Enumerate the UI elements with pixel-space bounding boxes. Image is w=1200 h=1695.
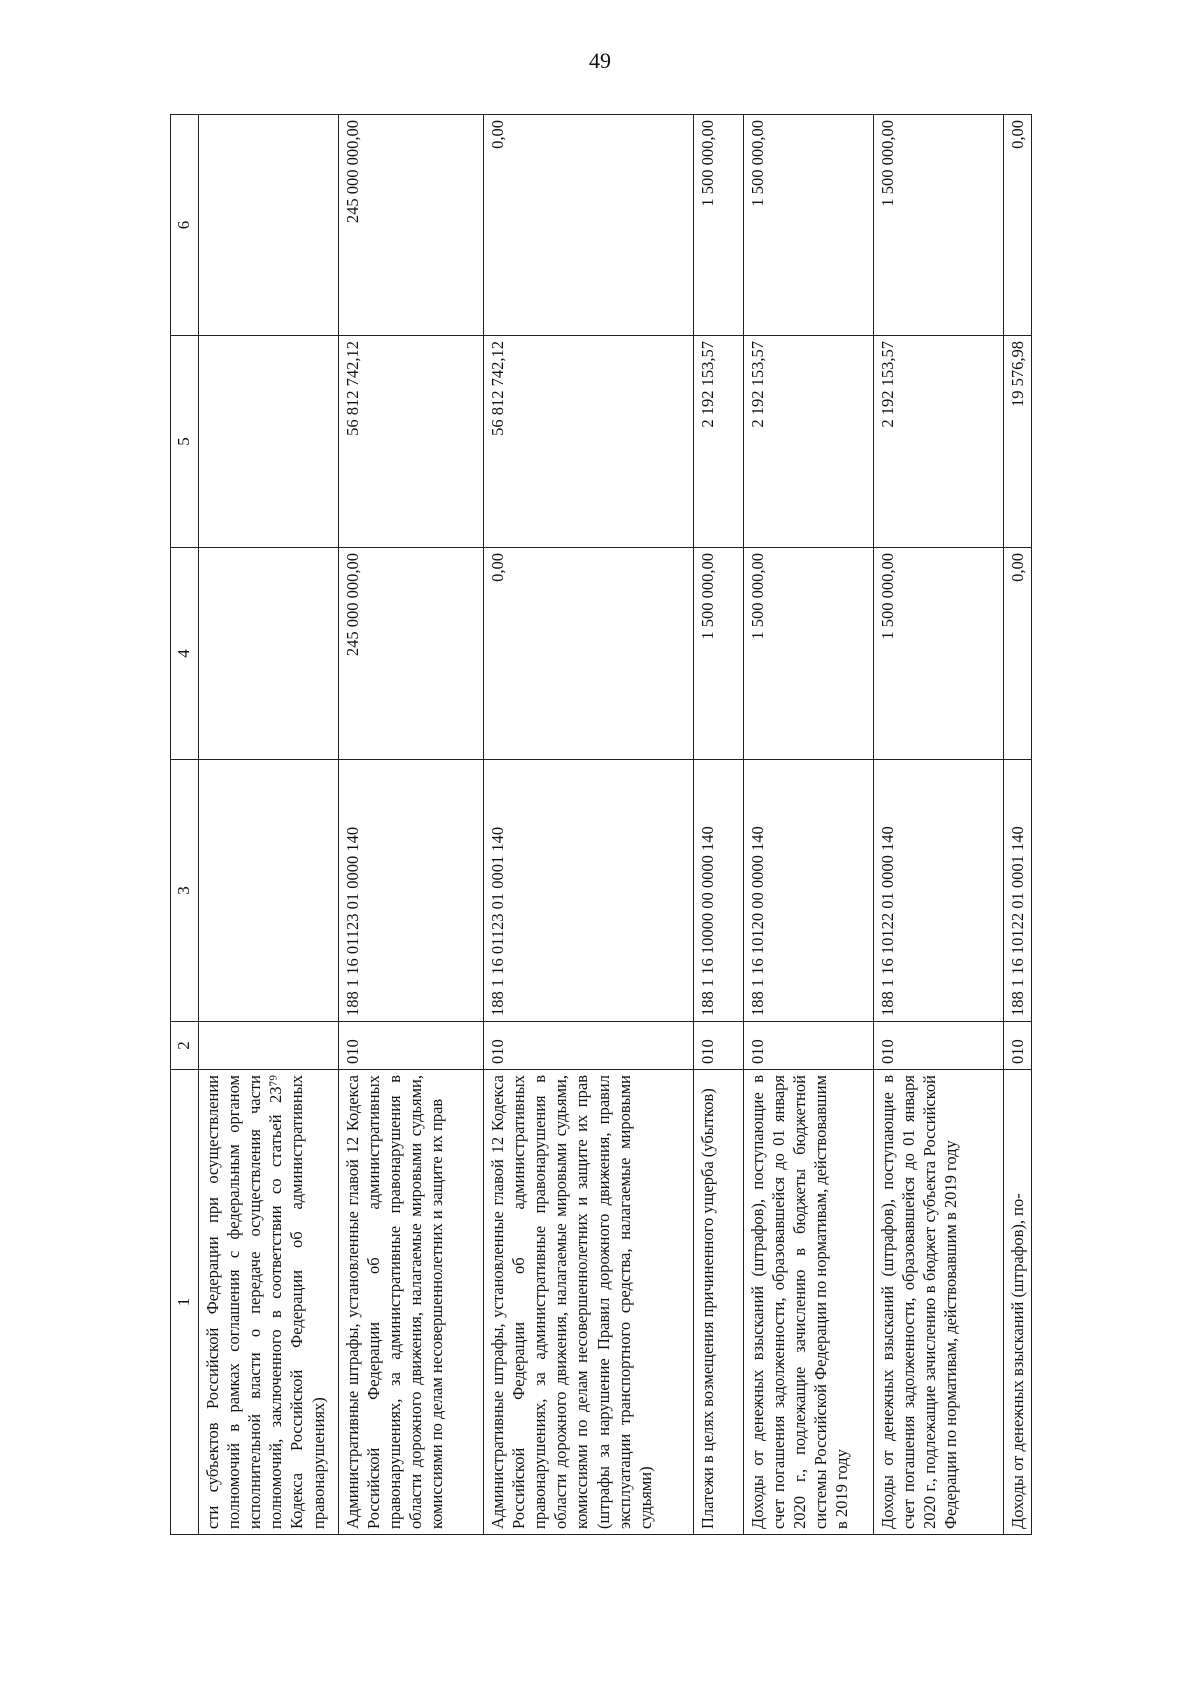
row-budget-code: 188 1 16 10000 00 0000 140	[694, 760, 744, 1022]
row-plan-value: 0,00	[1004, 548, 1032, 760]
row-budget-code: 188 1 16 10120 00 0000 140	[744, 760, 874, 1022]
row-forecast-value: 1 500 000,00	[744, 115, 874, 336]
table-row	[199, 115, 339, 1535]
row-actual-value: 56 812 742,12	[484, 336, 694, 548]
row-forecast-value: 0,00	[1004, 115, 1032, 336]
row-plan-value	[199, 548, 339, 760]
page-number: 49	[589, 48, 611, 73]
row-budget-code: 188 1 16 10122 01 0000 140	[874, 760, 1004, 1022]
row-actual-value: 56 812 742,12	[339, 336, 484, 548]
row-description: сти субъектов Российской Федерации при осуществлении полномочий в рамках соглашения с федеральным органом исполнительной власти о передаче осуществления части полномочий, заключенного в соответствии со статьей 23⁷⁹ Кодекса Российской Федерации об административных правонарушениях)	[199, 1070, 339, 1535]
budget-table	[170, 114, 1032, 1535]
row-plan-value: 0,00	[484, 548, 694, 760]
table-row	[484, 115, 694, 1535]
row-admin-code	[199, 1022, 339, 1070]
row-plan-value: 245 000 000,00	[339, 548, 484, 760]
row-budget-code	[199, 760, 339, 1022]
row-admin-code: 010	[339, 1022, 484, 1070]
row-admin-code: 010	[694, 1022, 744, 1070]
row-description: Платежи в целях возмещения причиненного ущерба (убытков)	[694, 1070, 744, 1535]
row-forecast-value: 1 500 000,00	[874, 115, 1004, 336]
row-forecast-value: 1 500 000,00	[694, 115, 744, 336]
rotated-table-container	[170, 115, 1075, 1535]
row-budget-code: 188 1 16 01123 01 0001 140	[484, 760, 694, 1022]
row-description: Административные штрафы, установленные главой 12 Кодекса Российской Федерации об административных правонарушениях, за административные правонарушения в области дорожного движения, налагаемые мировыми судьями, комиссиями по делам несовершеннолетних и защите их прав	[339, 1070, 484, 1535]
table-row	[1004, 115, 1032, 1535]
row-plan-value: 1 500 000,00	[694, 548, 744, 760]
row-plan-value: 1 500 000,00	[874, 548, 1004, 760]
row-admin-code: 010	[484, 1022, 694, 1070]
header-col-4: 4	[171, 548, 199, 760]
row-description: Доходы от денежных взысканий (штрафов), по-	[1004, 1070, 1032, 1535]
table-row	[874, 115, 1004, 1535]
table-row	[744, 115, 874, 1535]
row-admin-code: 010	[874, 1022, 1004, 1070]
row-description: Доходы от денежных взысканий (штрафов), поступающие в счет погашения задолженности, образовавшейся до 01 января 2020 г., подлежащие зачислению в бюджеты бюджетной системы Российской Федерации по нормативам, действовавшим в 2019 году	[744, 1070, 874, 1535]
row-forecast-value	[199, 115, 339, 336]
row-forecast-value: 0,00	[484, 115, 694, 336]
table-row	[339, 115, 484, 1535]
row-actual-value	[199, 336, 339, 548]
row-actual-value: 19 576,98	[1004, 336, 1032, 548]
row-admin-code: 010	[744, 1022, 874, 1070]
row-actual-value: 2 192 153,57	[744, 336, 874, 548]
row-actual-value: 2 192 153,57	[694, 336, 744, 548]
row-plan-value: 1 500 000,00	[744, 548, 874, 760]
row-forecast-value: 245 000 000,00	[339, 115, 484, 336]
row-admin-code: 010	[1004, 1022, 1032, 1070]
header-col-3: 3	[171, 760, 199, 1022]
header-col-1: 1	[171, 1070, 199, 1535]
row-budget-code: 188 1 16 01123 01 0000 140	[339, 760, 484, 1022]
header-row	[171, 115, 199, 1535]
header-col-2: 2	[171, 1022, 199, 1070]
header-col-6: 6	[171, 115, 199, 336]
row-budget-code: 188 1 16 10122 01 0001 140	[1004, 760, 1032, 1022]
header-col-5: 5	[171, 336, 199, 548]
row-description: Административные штрафы, установленные главой 12 Кодекса Российской Федерации об административных правонарушениях, за административные правонарушения в области дорожного движения, налагаемые мировыми судьями, комиссиями по делам несовершеннолетних и защите их прав (штрафы за нарушение Правил дорожного движения, правил эксплуатации транспортного средства, налагаемые мировыми судьями)	[484, 1070, 694, 1535]
table-row	[694, 115, 744, 1535]
row-actual-value: 2 192 153,57	[874, 336, 1004, 548]
row-description: Доходы от денежных взысканий (штрафов), поступающие в счет погашения задолженности, образовавшейся до 01 января 2020 г., подлежащие зачислению в бюджет субъекта Российской Федерации по нормативам, действовавшим в 2019 году	[874, 1070, 1004, 1535]
